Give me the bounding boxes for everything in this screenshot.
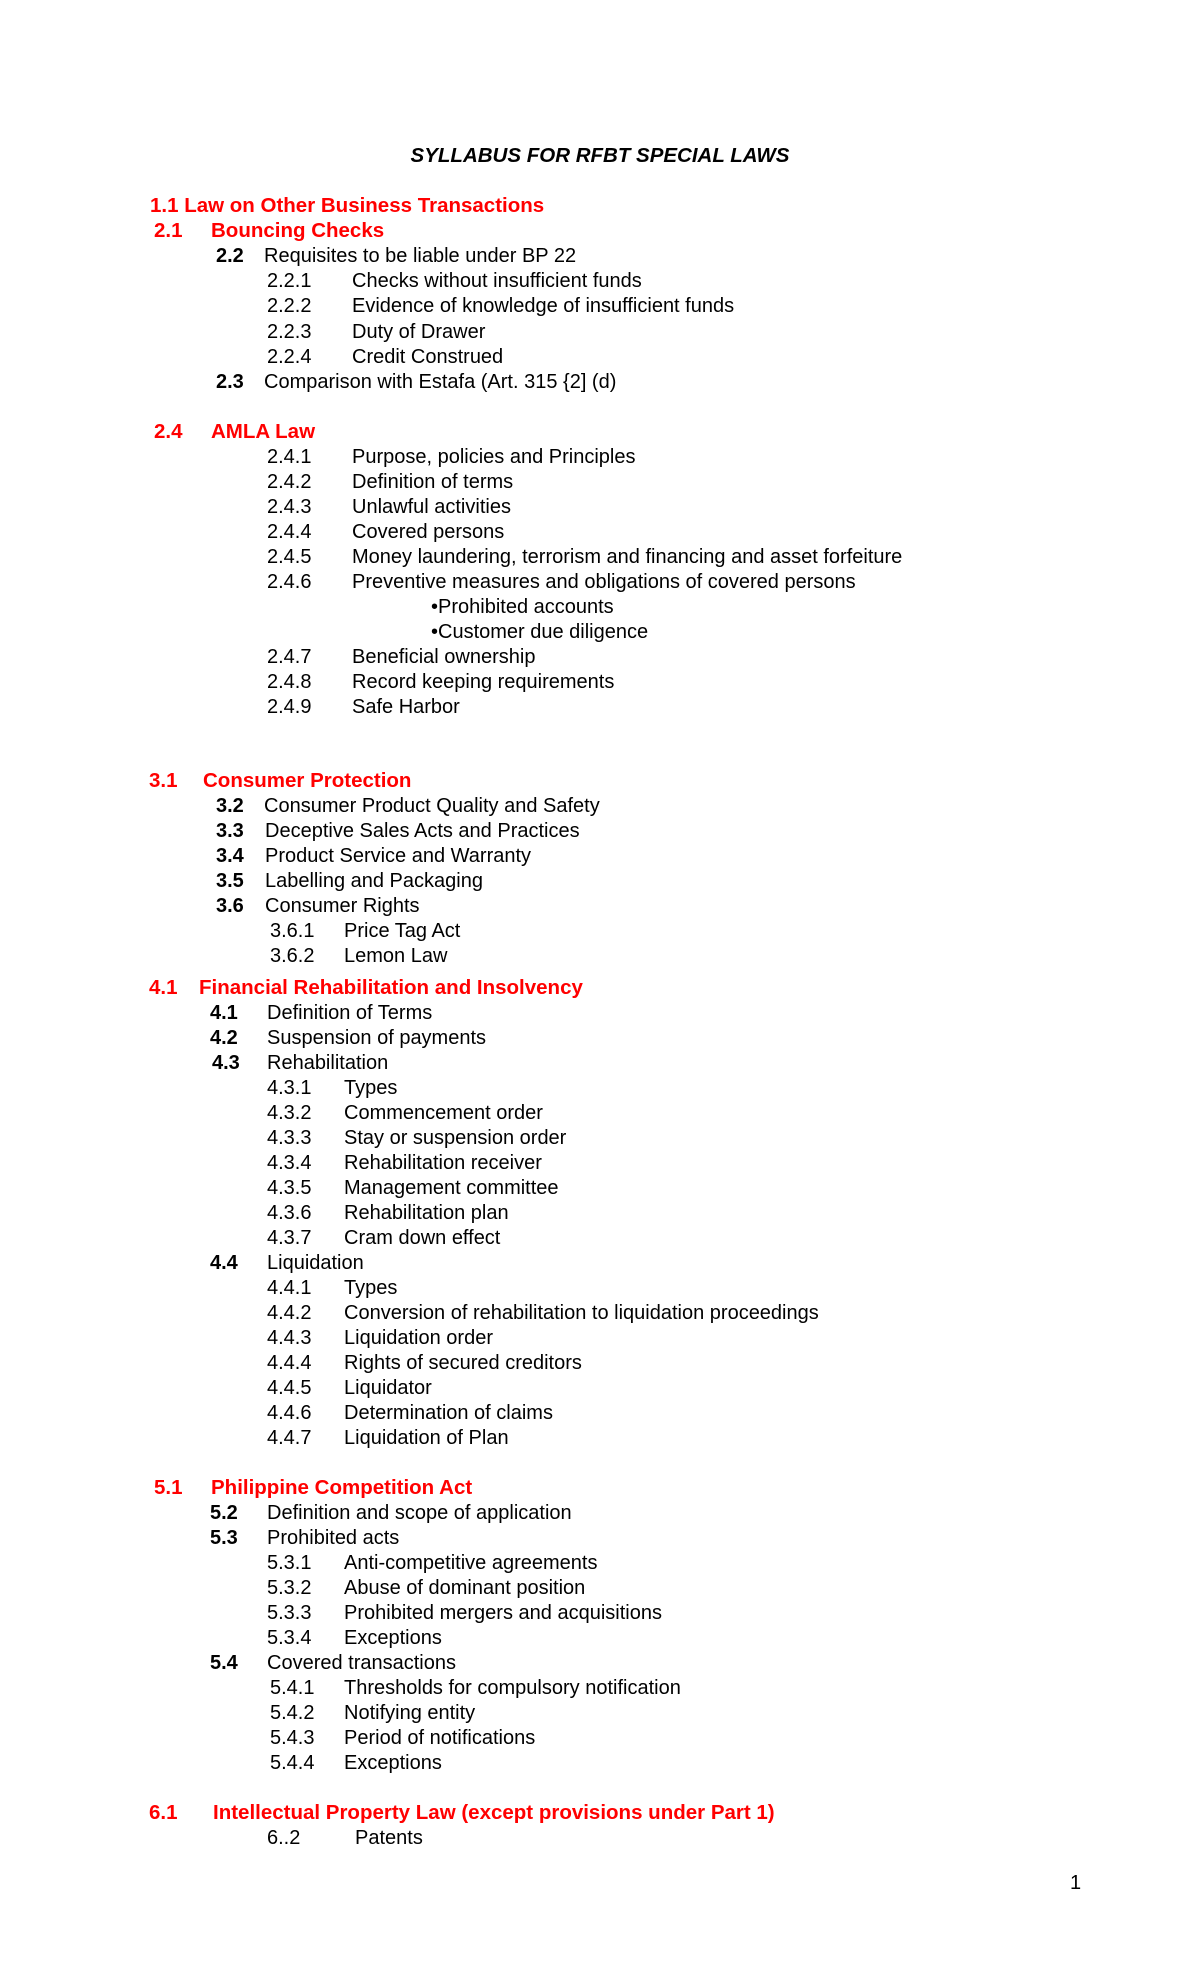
- bullet-item: •Customer due diligence: [431, 621, 649, 643]
- item-text: Rehabilitation: [267, 1052, 389, 1074]
- item-num: 4.3.6: [267, 1202, 312, 1224]
- heading-4-1: Financial Rehabilitation and Insolvency: [199, 976, 583, 999]
- item-text: Prohibited mergers and acquisitions: [344, 1602, 662, 1624]
- item-num: 3.2: [216, 795, 244, 817]
- item-text: Anti-competitive agreements: [344, 1552, 598, 1574]
- item-num: 4.3.1: [267, 1077, 312, 1099]
- item-num: 2.2.4: [267, 346, 312, 368]
- heading-2-1-num: 2.1: [154, 219, 183, 242]
- item-text: Unlawful activities: [352, 496, 511, 518]
- item-num: 5.4.4: [270, 1752, 315, 1774]
- item-text: Purpose, policies and Principles: [352, 446, 636, 468]
- item-text: Rehabilitation receiver: [344, 1152, 542, 1174]
- item-text: Prohibited acts: [267, 1527, 400, 1549]
- item-text: Rights of secured creditors: [344, 1352, 582, 1374]
- item-num: 3.6.2: [270, 945, 315, 967]
- item-text: Notifying entity: [344, 1702, 476, 1724]
- item-num: 5.3: [210, 1527, 238, 1549]
- item-text: Definition of terms: [352, 471, 514, 493]
- item-num: 3.5: [216, 870, 244, 892]
- item-num: 3.4: [216, 845, 244, 867]
- heading-6-1-num: 6.1: [149, 1801, 178, 1824]
- item-num: 5.4.2: [270, 1702, 315, 1724]
- page-number: 1: [1070, 1872, 1082, 1894]
- heading-2-4-num: 2.4: [154, 420, 183, 443]
- item-num: 2.4.4: [267, 521, 312, 543]
- item-text: Stay or suspension order: [344, 1127, 567, 1149]
- item-num: 3.3: [216, 820, 244, 842]
- item-num: 4.2: [210, 1027, 238, 1049]
- item-num: 2.2.1: [267, 270, 312, 292]
- item-num: 5.3.3: [267, 1602, 312, 1624]
- item-num: 2.3: [216, 371, 244, 393]
- item-num: 3.6.1: [270, 920, 315, 942]
- item-text: Suspension of payments: [267, 1027, 487, 1049]
- heading-2-1: Bouncing Checks: [211, 219, 385, 242]
- item-num: 2.4.7: [267, 646, 312, 668]
- item-text: Determination of claims: [344, 1402, 553, 1424]
- heading-4-1-num: 4.1: [149, 976, 178, 999]
- item-num: 2.4.9: [267, 696, 312, 718]
- item-text: Comparison with Estafa (Art. 315 {2] (d): [264, 371, 617, 393]
- item-num: 2.2.3: [267, 321, 312, 343]
- item-text: Labelling and Packaging: [265, 870, 483, 892]
- item-num: 2.4.1: [267, 446, 312, 468]
- item-num: 6..2: [267, 1827, 301, 1849]
- item-num: 4.4.4: [267, 1352, 312, 1374]
- item-text: Conversion of rehabilitation to liquidation proceedings: [344, 1302, 819, 1324]
- item-text: Patents: [355, 1827, 423, 1849]
- item-text: Duty of Drawer: [352, 321, 486, 343]
- item-text: Covered persons: [352, 521, 505, 543]
- item-text: Liquidation order: [344, 1327, 493, 1349]
- item-num: 5.3.1: [267, 1552, 312, 1574]
- item-text: Record keeping requirements: [352, 671, 615, 693]
- item-num: 4.3.3: [267, 1127, 312, 1149]
- item-text: Requisites to be liable under BP 22: [264, 245, 577, 267]
- item-num: 2.2: [216, 245, 244, 267]
- item-text: Consumer Rights: [265, 895, 420, 917]
- item-text: Safe Harbor: [352, 696, 460, 718]
- item-text: Deceptive Sales Acts and Practices: [265, 820, 580, 842]
- item-num: 4.1: [210, 1002, 238, 1024]
- item-num: 5.4: [210, 1652, 238, 1674]
- item-num: 4.4: [210, 1252, 238, 1274]
- heading-5-1-num: 5.1: [154, 1476, 183, 1499]
- heading-3-1-num: 3.1: [149, 769, 178, 792]
- item-text: Period of notifications: [344, 1727, 536, 1749]
- item-text: Preventive measures and obligations of covered persons: [352, 571, 856, 593]
- item-text: Rehabilitation plan: [344, 1202, 509, 1224]
- item-text: Liquidation: [267, 1252, 364, 1274]
- item-num: 5.3.4: [267, 1627, 312, 1649]
- item-num: 3.6: [216, 895, 244, 917]
- item-text: Credit Construed: [352, 346, 504, 368]
- item-text: Exceptions: [344, 1627, 442, 1649]
- bullet-item: •Prohibited accounts: [431, 596, 614, 618]
- item-num: 4.3.5: [267, 1177, 312, 1199]
- item-num: 4.3.2: [267, 1102, 312, 1124]
- item-num: 2.4.3: [267, 496, 312, 518]
- item-text: Price Tag Act: [344, 920, 461, 942]
- item-num: 4.3.7: [267, 1227, 312, 1249]
- item-text: Thresholds for compulsory notification: [344, 1677, 681, 1699]
- heading-6-1: Intellectual Property Law (except provisions under Part 1): [213, 1801, 775, 1824]
- heading-1-1: 1.1 Law on Other Business Transactions: [150, 194, 545, 217]
- heading-2-4: AMLA Law: [211, 420, 316, 443]
- item-num: 4.4.3: [267, 1327, 312, 1349]
- heading-3-1: Consumer Protection: [203, 769, 412, 792]
- item-text: Covered transactions: [267, 1652, 456, 1674]
- item-text: Money laundering, terrorism and financing and asset forfeiture: [352, 546, 903, 568]
- item-num: 5.3.2: [267, 1577, 312, 1599]
- item-text: Evidence of knowledge of insufficient funds: [352, 295, 735, 317]
- item-text: Exceptions: [344, 1752, 442, 1774]
- item-num: 2.4.8: [267, 671, 312, 693]
- item-num: 4.4.7: [267, 1427, 312, 1449]
- item-text: Lemon Law: [344, 945, 448, 967]
- heading-5-1: Philippine Competition Act: [211, 1476, 473, 1499]
- item-text: Consumer Product Quality and Safety: [264, 795, 600, 817]
- item-num: 5.2: [210, 1502, 238, 1524]
- item-text: Types: [344, 1277, 398, 1299]
- item-text: Commencement order: [344, 1102, 543, 1124]
- item-num: 2.4.5: [267, 546, 312, 568]
- item-num: 4.3: [212, 1052, 240, 1074]
- item-num: 4.4.1: [267, 1277, 312, 1299]
- item-text: Liquidator: [344, 1377, 432, 1399]
- item-text: Checks without insufficient funds: [352, 270, 642, 292]
- item-num: 4.4.2: [267, 1302, 312, 1324]
- item-text: Types: [344, 1077, 398, 1099]
- item-text: Abuse of dominant position: [344, 1577, 586, 1599]
- item-text: Definition of Terms: [267, 1002, 433, 1024]
- item-num: 2.4.2: [267, 471, 312, 493]
- item-num: 4.3.4: [267, 1152, 312, 1174]
- item-num: 2.4.6: [267, 571, 312, 593]
- item-text: Management committee: [344, 1177, 559, 1199]
- item-num: 4.4.5: [267, 1377, 312, 1399]
- item-text: Beneficial ownership: [352, 646, 536, 668]
- item-text: Product Service and Warranty: [265, 845, 532, 867]
- item-num: 4.4.6: [267, 1402, 312, 1424]
- item-text: Cram down effect: [344, 1227, 501, 1249]
- item-num: 5.4.1: [270, 1677, 315, 1699]
- item-num: 5.4.3: [270, 1727, 315, 1749]
- item-text: Definition and scope of application: [267, 1502, 572, 1524]
- page-title: SYLLABUS FOR RFBT SPECIAL LAWS: [410, 144, 790, 167]
- item-text: Liquidation of Plan: [344, 1427, 509, 1449]
- item-num: 2.2.2: [267, 295, 312, 317]
